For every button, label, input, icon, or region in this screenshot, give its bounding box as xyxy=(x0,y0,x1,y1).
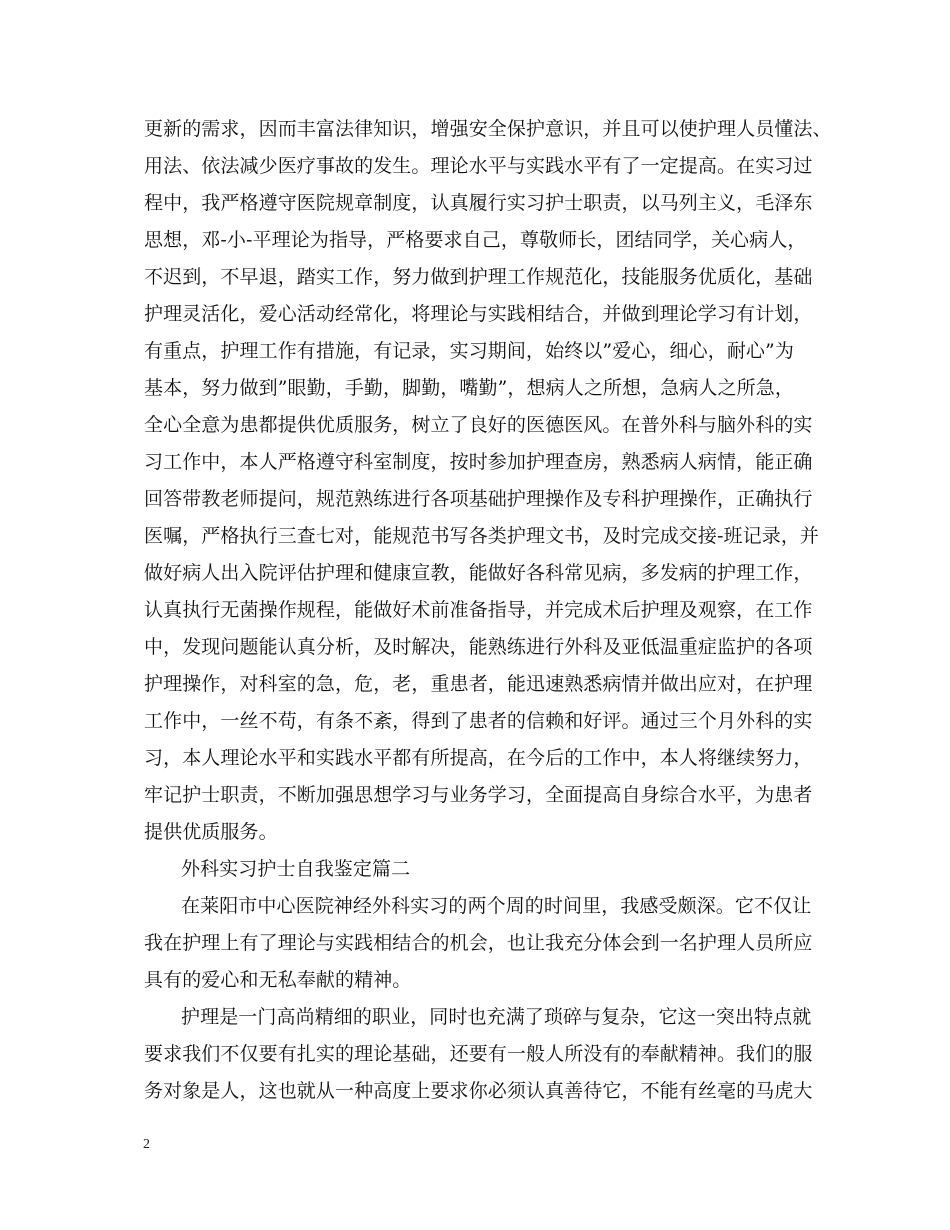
body-text-line: 要求我们不仅要有扎实的理论基础，还要有一般人所没有的奉献精神。我们的服 xyxy=(144,1043,813,1065)
body-text-line: 务对象是人，这也就从一种高度上要求你必须认真善待它，不能有丝毫的马虎大 xyxy=(144,1080,813,1102)
body-text-line: 具有的爱心和无私奉献的精神。 xyxy=(144,969,412,991)
body-text-line: 我在护理上有了理论与实践相结合的机会，也让我充分体会到一名护理人员所应 xyxy=(144,932,813,954)
body-text-line: 习工作中，本人严格遵守科室制度，按时参加护理查房，熟悉病人病情，能正确 xyxy=(144,451,813,473)
page-number: 2 xyxy=(143,1137,150,1152)
body-text-line: 提供优质服务。 xyxy=(144,821,278,843)
body-text-line: 中，发现问题能认真分析，及时解决，能熟练进行外科及亚低温重症监护的各项 xyxy=(144,636,813,658)
body-text-line: 在莱阳市中心医院神经外科实习的两个周的时间里，我感受颇深。它不仅让 xyxy=(181,895,812,917)
body-text-line: 基本，努力做到”眼勤，手勤，脚勤，嘴勤”，想病人之所想，急病人之所急， xyxy=(144,377,794,399)
body-text-line: 做好病人出入院评估护理和健康宣教，能做好各科常见病，多发病的护理工作， xyxy=(144,562,813,584)
body-text-line: 有重点，护理工作有措施，有记录，实习期间，始终以”爱心，细心，耐心”为 xyxy=(144,340,794,362)
body-text-line: 程中，我严格遵守医院规章制度，认真履行实习护士职责，以马列主义，毛泽东 xyxy=(144,192,813,214)
body-text-line: 认真执行无菌操作规程，能做好术前准备指导，并完成术后护理及观察，在工作 xyxy=(144,599,813,621)
body-text-line: 护理是一门高尚精细的职业，同时也充满了琐碎与复杂，它这一突出特点就 xyxy=(181,1006,812,1028)
body-text-line: 用法、依法减少医疗事故的发生。理论水平与实践水平有了一定提高。在实习过 xyxy=(144,155,813,177)
body-text-line: 更新的需求，因而丰富法律知识，增强安全保护意识，并且可以使护理人员懂法、 xyxy=(144,118,832,140)
body-text-line: 工作中，一丝不苟，有条不紊，得到了患者的信赖和好评。通过三个月外科的实 xyxy=(144,710,813,732)
body-text-line: 习，本人理论水平和实践水平都有所提高，在今后的工作中，本人将继续努力， xyxy=(144,747,813,769)
body-text-line: 医嘱，严格执行三查七对，能规范书写各类护理文书，及时完成交接-班记录，并 xyxy=(144,525,820,547)
body-text-line: 思想，邓-小-平理论为指导，严格要求自己，尊敬师长，团结同学，关心病人， xyxy=(144,229,807,251)
body-text-line: 不迟到，不早退，踏实工作，努力做到护理工作规范化，技能服务优质化，基础 xyxy=(144,266,813,288)
body-text-line: 回答带教老师提问，规范熟练进行各项基础护理操作及专科护理操作，正确执行 xyxy=(144,488,813,510)
body-text-line: 牢记护士职责，不断加强思想学习与业务学习，全面提高自身综合水平，为患者 xyxy=(144,784,813,806)
body-text-line: 全心全意为患都提供优质服务，树立了良好的医德医风。在普外科与脑外科的实 xyxy=(144,414,813,436)
section-heading: 外科实习护士自我鉴定篇二 xyxy=(181,858,411,880)
body-text-line: 护理操作，对科室的急，危，老，重患者，能迅速熟悉病情并做出应对，在护理 xyxy=(144,673,813,695)
body-text-line: 护理灵活化，爱心活动经常化，将理论与实践相结合，并做到理论学习有计划， xyxy=(144,303,813,325)
